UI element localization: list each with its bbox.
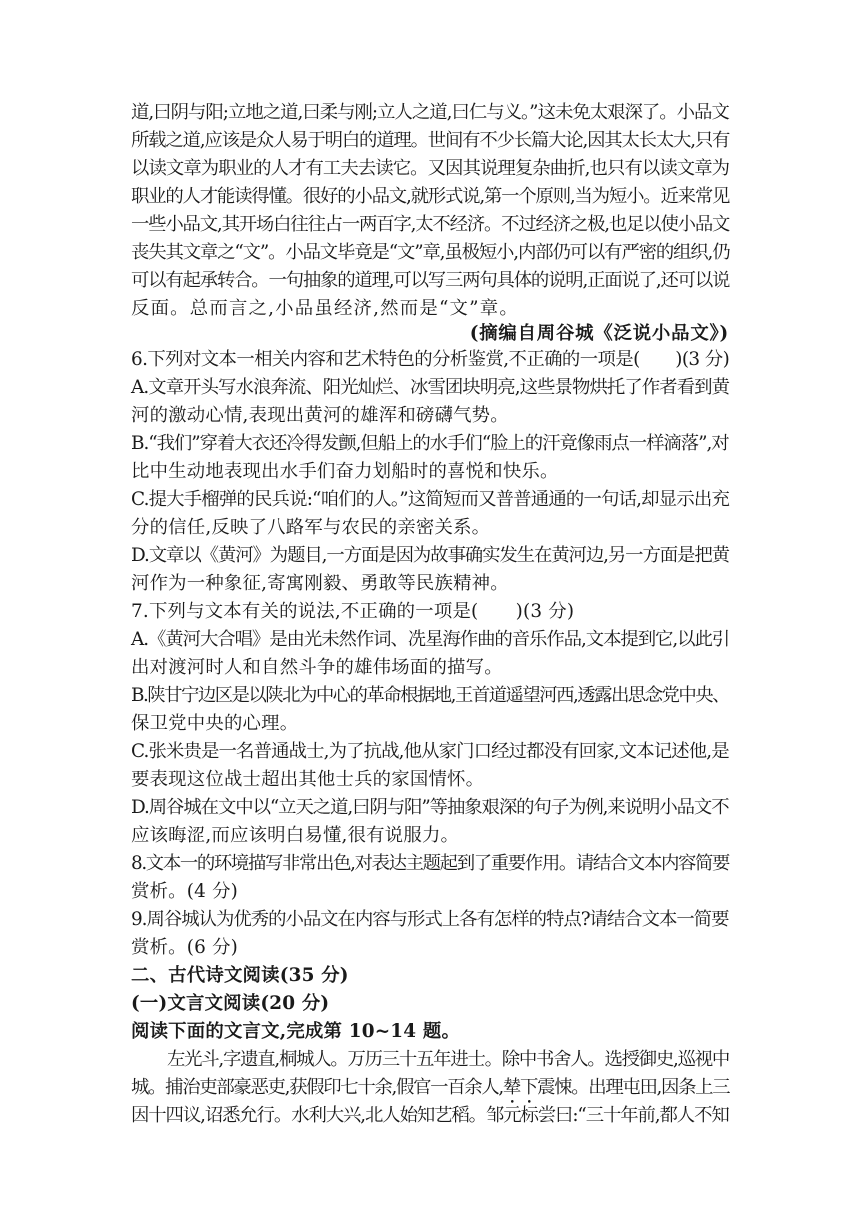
question-6-option-b-cont: 比中生动地表现出水手们奋力划船时的喜悦和快乐。 (131, 461, 559, 482)
question-9-cont: 赏析。(6 分) (131, 937, 239, 958)
classical-text-segment: 城。捕治吏部豪恶吏,获假印七十余,假官一百余人, (131, 1077, 503, 1098)
question-6-option-c: C.提大手榴弹的民兵说:“咱们的人。”这简短而又普普通通的一句话,却显示出充 (131, 489, 730, 510)
question-7-option-b-cont: 保卫党中央的心理。 (131, 713, 299, 734)
passage-line: 职业的人才能读得懂。很好的小品文,就形式说,第一个原则,当为短小。近来常见 (131, 186, 730, 207)
source-attribution: (摘编自周谷城《泛说小品文》) (469, 323, 729, 344)
question-8: 8.文本一的环境描写非常出色,对表达主题起到了重要作用。请结合文本内容简要 (131, 853, 730, 874)
question-6-option-a: A.文章开头写水浪奔流、阳光灿烂、冰雪团块明亮,这些景物烘托了作者看到黄 (131, 377, 730, 398)
question-7-option-b: B.陕甘宁边区是以陕北为中心的革命根据地,王首道遥望河西,透露出思念党中央、 (131, 685, 729, 706)
passage-line: 反面。总而言之,小品虽经济,然而是“文”章。 (131, 298, 519, 319)
passage-line: 道,曰阴与阳;立地之道,曰柔与刚;立人之道,曰仁与义。”这未免太艰深了。小品文 (131, 102, 729, 123)
question-6-option-d-cont: 河作为一种象征,寄寓刚毅、勇敢等民族精神。 (131, 573, 509, 594)
passage-line: 以读文章为职业的人才有工夫去读它。又因其说理复杂曲折,也只有以读文章为 (131, 158, 730, 179)
passage-line: 一些小品文,其开场白往往占一两百字,太不经济。不过经济之极,也足以使小品文 (131, 214, 730, 235)
passage-line: 丧失其文章之“文”。小品文毕竟是“文”章,虽极短小,内部仍可以有严密的组织,仍 (131, 242, 730, 263)
classical-text-line: 左光斗,字遗直,桐城人。万历三十五年进士。除中书舍人。选授御史,巡视中 (167, 1049, 730, 1070)
question-7-option-c: C.张米贵是一名普通战士,为了抗战,他从家门口经过都没有回家,文本记述他,是 (131, 741, 729, 762)
classical-text-line (131, 1075, 729, 1101)
question-6-stem: 6.下列对文本一相关内容和艺术特色的分析鉴赏,不正确的一项是( )(3 分) (131, 349, 730, 370)
emphasized-word: 辇下 (502, 1077, 538, 1098)
passage-line: 所载之道,应该是众人易于明白的道理。世间有不少长篇大论,因其太长太大,只有 (131, 130, 730, 151)
question-6-option-a-cont: 河的激动心情,表现出黄河的雄浑和磅礴气势。 (131, 405, 509, 426)
reading-instruction: 阅读下面的文言文,完成第 10~14 题。 (131, 1021, 461, 1042)
question-7-option-d: D.周谷城在文中以“立天之道,曰阴与阳”等抽象艰深的句子为例,来说明小品文不 (131, 797, 729, 818)
question-7-option-a-cont: 出对渡河时人和自然斗争的雄伟场面的描写。 (131, 657, 503, 678)
question-7-option-c-cont: 要表现这位战士超出其他士兵的家国情怀。 (131, 769, 485, 790)
question-9: 9.周谷城认为优秀的小品文在内容与形式上各有怎样的特点?请结合文本一简要 (131, 909, 729, 930)
question-8-cont: 赏析。(4 分) (131, 881, 239, 902)
classical-text-segment: 震悚。出理屯田,因条上三 (537, 1077, 730, 1098)
classical-text-line: 因十四议,诏悉允行。水利大兴,北人始知艺稻。邹元标尝曰:“三十年前,都人不知 (131, 1105, 729, 1126)
section-heading: 二、古代诗文阅读(35 分) (131, 965, 349, 986)
question-7-stem: 7.下列与文本有关的说法,不正确的一项是( )(3 分) (131, 601, 575, 622)
question-6-option-d: D.文章以《黄河》为题目,一方面是因为故事确实发生在黄河边,另一方面是把黄 (131, 545, 729, 566)
question-7-option-d-cont: 应该晦涩,而应该明白易懂,很有说服力。 (131, 825, 460, 846)
question-6-option-b: B.“我们”穿着大衣还冷得发颤,但船上的水手们“脸上的汗竟像雨点一样滴落”,对 (131, 433, 729, 454)
subsection-heading: (一)文言文阅读(20 分) (131, 993, 330, 1014)
question-6-option-c-cont: 分的信任,反映了八路军与农民的亲密关系。 (131, 517, 491, 538)
passage-line: 可以有起承转合。一句抽象的道理,可以写三两句具体的说明,正面说了,还可以说 (131, 270, 730, 291)
question-7-option-a: A.《黄河大合唱》是由光未然作词、冼星海作曲的音乐作品,文本提到它,以此引 (131, 629, 730, 650)
